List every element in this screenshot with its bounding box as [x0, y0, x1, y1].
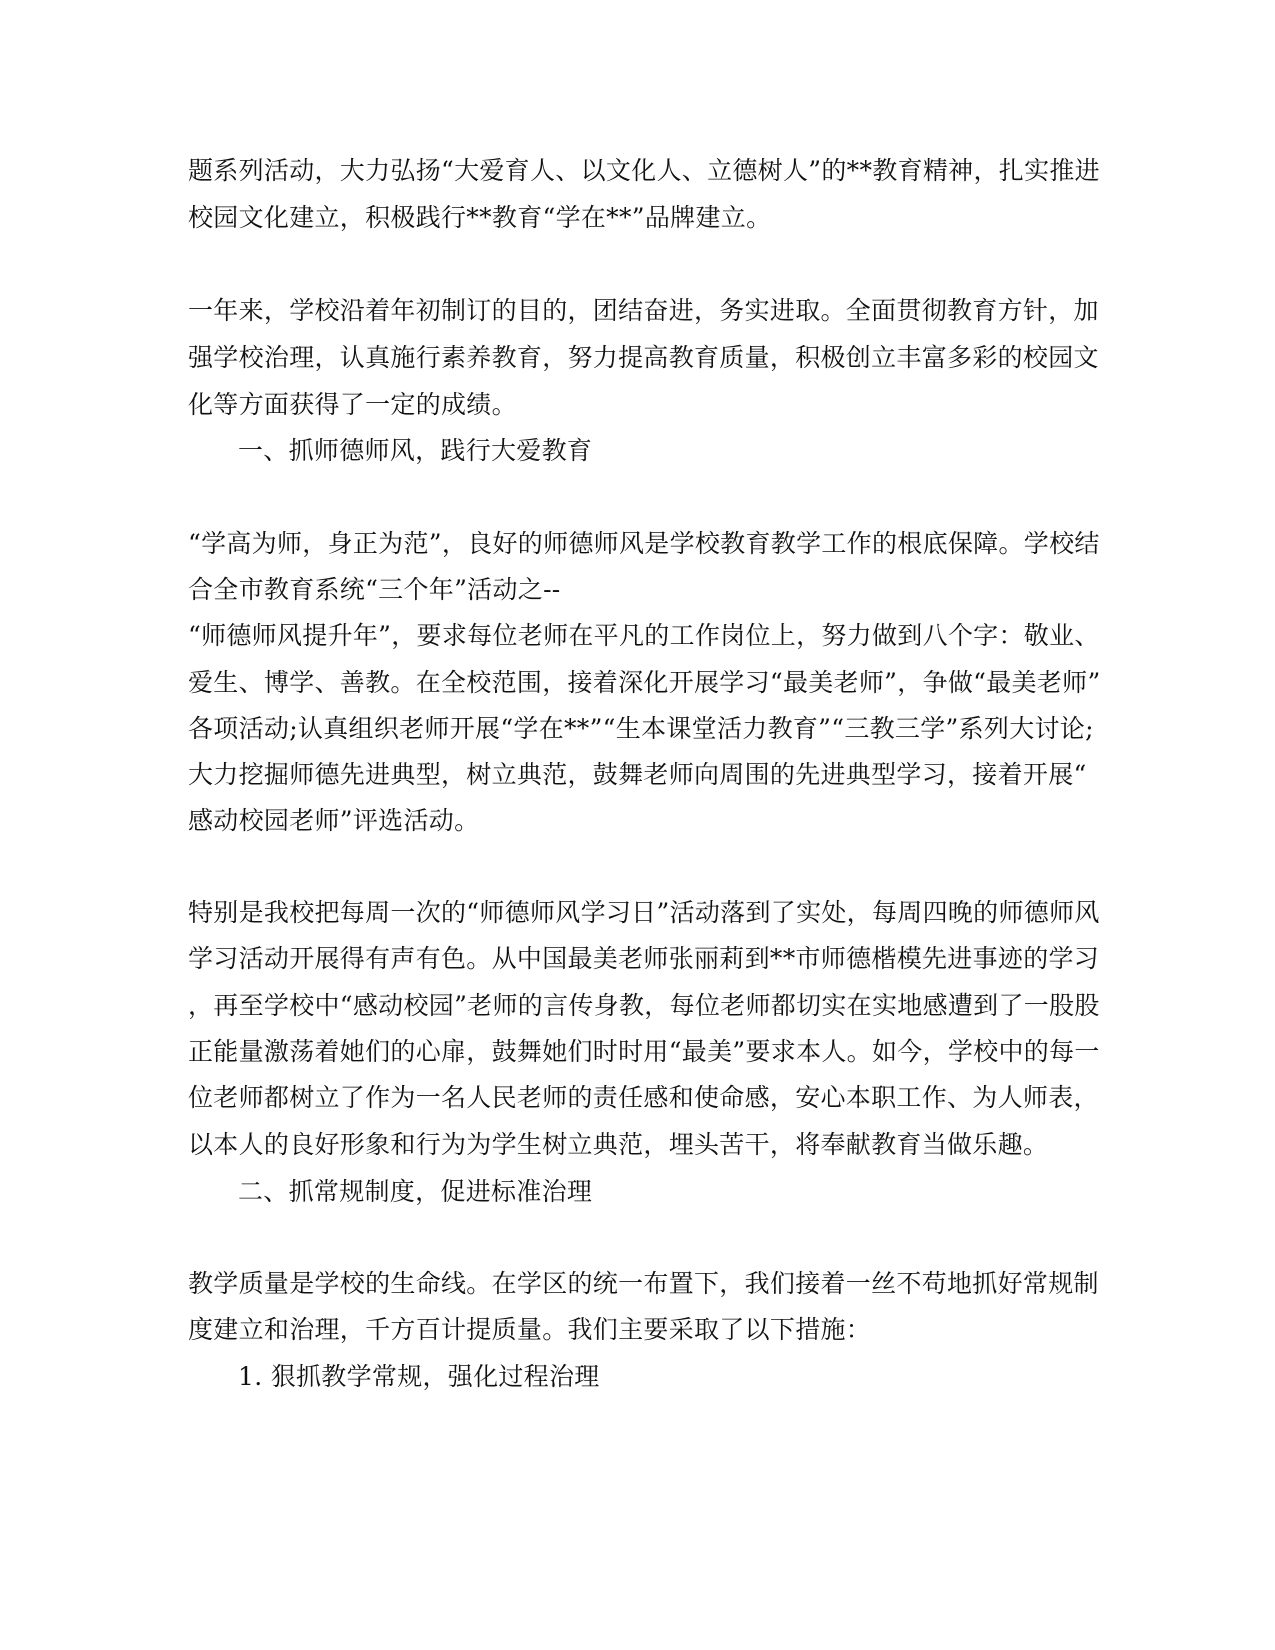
- paragraph-line: 位老师都树立了作为一名人民老师的责任感和使命感，安心本职工作、为人师表，: [188, 1083, 1099, 1112]
- paragraph-line: 教学质量是学校的生命线。在学区的统一布置下，我们接着一丝不苟地抓好常规制: [188, 1269, 1099, 1298]
- paragraph-line: 一年来，学校沿着年初制订的目的，团结奋进，务实进取。全面贯彻教育方针，加: [188, 296, 1099, 325]
- paragraph-line: 各项活动;认真组织老师开展“学在**”“生本课堂活力教育”“三教三学”系列大讨论;: [188, 714, 1094, 743]
- paragraph-line: 强学校治理，认真施行素养教育，努力提高教育质量，积极创立丰富多彩的校园文: [188, 343, 1099, 372]
- section-heading-2: 二、抓常规制度，促进标准治理: [238, 1177, 593, 1206]
- subsection-heading-1: 1. 狠抓教学常规，强化过程治理: [238, 1362, 600, 1391]
- paragraph-line: ，再至学校中“感动校园”老师的言传身教，每位老师都切实在实地感遭到了一股股: [188, 991, 1100, 1020]
- paragraph-line: 学习活动开展得有声有色。从中国最美老师张丽莉到**市师德楷模先进事迹的学习: [188, 944, 1100, 973]
- paragraph-line: 合全市教育系统“三个年”活动之--: [188, 575, 561, 604]
- paragraph-line: 以本人的良好形象和行为为学生树立典范，埋头苦干，将奉献教育当做乐趣。: [188, 1130, 1049, 1159]
- paragraph-line: 特别是我校把每周一次的“师德师风学习日”活动落到了实处，每周四晚的师德师风: [188, 898, 1100, 927]
- paragraph-line: 题系列活动，大力弘扬“大爱育人、以文化人、立德树人”的**教育精神，扎实推进: [188, 156, 1100, 185]
- paragraph-line: 化等方面获得了一定的成绩。: [188, 390, 517, 419]
- paragraph-line: “学高为师，身正为范”，良好的师德师风是学校教育教学工作的根底保障。学校结: [188, 529, 1100, 558]
- paragraph-line: 校园文化建立，积极践行**教育“学在**”品牌建立。: [188, 203, 772, 232]
- paragraph-line: 正能量激荡着她们的心扉，鼓舞她们时时用“最美”要求本人。如今，学校中的每一: [188, 1037, 1100, 1066]
- paragraph-line: 感动校园老师”评选活动。: [188, 806, 480, 835]
- section-heading-1: 一、抓师德师风，践行大爱教育: [238, 436, 593, 465]
- paragraph-line: 爱生、博学、善教。在全校范围，接着深化开展学习“最美老师”，争做“最美老师”: [188, 668, 1101, 697]
- paragraph-line: 度建立和治理，千方百计提质量。我们主要采取了以下措施：: [188, 1315, 872, 1344]
- paragraph-line: “师德师风提升年”，要求每位老师在平凡的工作岗位上，努力做到八个字：敬业、: [188, 621, 1100, 650]
- paragraph-line: 大力挖掘师德先进典型，树立典范，鼓舞老师向周围的先进典型学习，接着开展“: [188, 760, 1087, 789]
